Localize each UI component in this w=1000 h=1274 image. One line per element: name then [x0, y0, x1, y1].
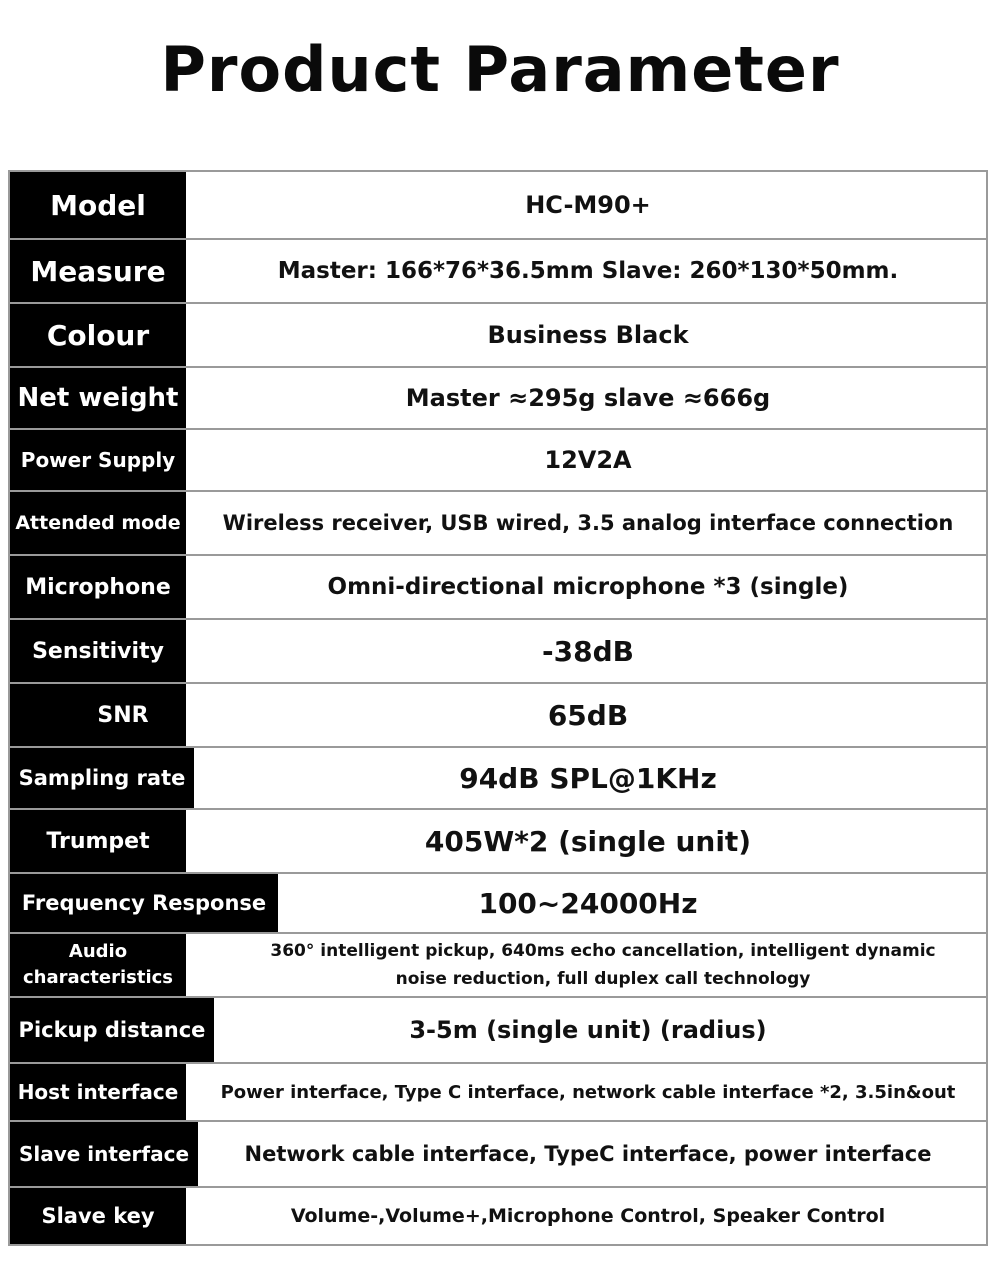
- row-label: Sampling rate: [10, 748, 194, 808]
- row-label: Trumpet: [10, 810, 186, 872]
- row-label: Audio characteristics: [10, 934, 186, 996]
- row-value: -38dB: [542, 634, 634, 668]
- row-label: Attended mode: [10, 492, 186, 554]
- row-label: SNR: [10, 684, 186, 746]
- table-row-host-interface: [10, 1064, 986, 1122]
- row-label: Slave key: [10, 1188, 186, 1244]
- table-row-measure: [10, 240, 986, 304]
- row-value: Master ≈295g slave ≈666g: [405, 384, 771, 412]
- row-label: Frequency Response: [10, 874, 278, 932]
- page-title: Product Parameter: [160, 33, 840, 106]
- table-row-microphone: [10, 556, 986, 620]
- table-row-frequency-response: [10, 874, 986, 934]
- row-value: 65dB: [547, 698, 629, 732]
- row-label: Measure: [10, 240, 186, 302]
- row-label: Net weight: [10, 368, 186, 428]
- row-value: Wireless receiver, USB wired, 3.5 analog interface connection: [222, 511, 954, 535]
- table-row-attended-mode: [10, 492, 986, 556]
- row-value: 3-5m (single unit) (radius): [409, 1016, 767, 1044]
- table-row-slave-interface: [10, 1122, 986, 1188]
- table-row-net-weight: [10, 368, 986, 430]
- row-label: Colour: [10, 304, 186, 366]
- table-row-power-supply: [10, 430, 986, 492]
- row-label: Host interface: [10, 1064, 186, 1120]
- table-row-colour: [10, 304, 986, 368]
- row-value: Power interface, Type C interface, network cable interface *2, 3.5in&out: [220, 1081, 956, 1103]
- row-label: Sensitivity: [10, 620, 186, 682]
- row-value: Volume-,Volume+,Microphone Control, Speaker Control: [290, 1205, 886, 1227]
- row-value: Omni-directional microphone *3 (single): [327, 574, 849, 600]
- row-label: Model: [10, 172, 186, 238]
- table-row-slave-key: [10, 1188, 986, 1244]
- table-row-audio-characteristics: [10, 934, 986, 998]
- row-value: Network cable interface, TypeC interface, power interface: [244, 1142, 932, 1166]
- row-value: 12V2A: [544, 446, 632, 474]
- row-value: 405W*2 (single unit): [424, 824, 752, 858]
- row-value: HC-M90+: [525, 191, 651, 219]
- row-value: Business Black: [487, 321, 689, 349]
- row-value: 100~24000Hz: [478, 886, 698, 920]
- row-value: Master: 166*76*36.5mm Slave: 260*130*50mm.: [277, 258, 899, 284]
- row-label: Slave interface: [10, 1122, 198, 1186]
- row-label: Power Supply: [10, 430, 186, 490]
- row-value: 94dB SPL@1KHz: [459, 761, 717, 795]
- row-value: 360° intelligent pickup, 640ms echo cancellation, intelligent dynamic noise reduction, full duplex call technology: [270, 941, 936, 989]
- table-row-trumpet: [10, 810, 986, 874]
- row-label: Pickup distance: [10, 998, 214, 1062]
- parameter-table: [8, 170, 988, 1246]
- table-row-pickup-distance: [10, 998, 986, 1064]
- table-row-sampling-rate: [10, 748, 986, 810]
- table-row-sensitivity: [10, 620, 986, 684]
- table-row-model: [10, 172, 986, 240]
- row-label: Microphone: [10, 556, 186, 618]
- table-row-snr: [10, 684, 986, 748]
